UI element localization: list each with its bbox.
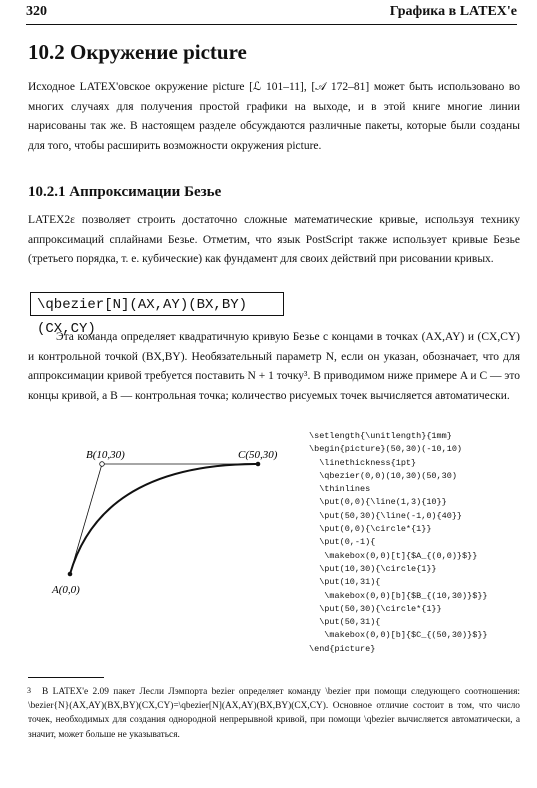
code-line: \put(0,0){\line(1,3){10}}	[309, 497, 447, 508]
label-b: B(10,30)	[86, 449, 125, 461]
bezier-curve	[70, 464, 258, 574]
code-line: \end{picture}	[309, 643, 376, 654]
point-c-marker	[256, 462, 261, 467]
footnote-text: В LATEX'е 2.09 пакет Лесли Лэмпорта bezier определяет команду \bezier при помощи следующего соотношения: \bezier{N}(AX,AY)(BX,BY)(CX,CY)=\qbezier[N](AX,AY)(BX,BY)(CX,CY). Основное отличие состоит в том, что число точек, необходимых для создания однородной непрерывной кривой, при помощи \qbezier вычисляется автоматически, а значит, может больше не указываться.	[28, 687, 520, 740]
point-a-marker	[68, 572, 73, 577]
running-title: Графика в LATEX'е	[389, 4, 517, 19]
code-line: \put(50,31){	[309, 617, 381, 628]
paragraph-command-description: Эта команда определяет квадратичную кривую Безье с концами в точках (AX,AY) и (CX,CY) и контрольной точкой (BX,BY). Необязательный параметр N, если он указан, обозначает, что для аппроксимации кривой требуется поставить N + 1 точку³. В приводимом ниже примере A и C — это концы кривой, а B — контрольная точка; количество рисуемых точек вычисляется автоматически.	[28, 331, 520, 402]
paragraph-intro: Исходное LATEX'овское окружение picture [ℒ 101–11], [𝒜 172–81] может быть использовано во многих случаях для получения простой графики на выходе, и в этой книге многие линии нарисованы так же. В настоящем разделе обсуждаются различные пакеты, которые были созданы для того, чтобы расширить возможности окружения picture.	[28, 81, 520, 152]
subsection-title: 10.2.1 Аппроксимации Безье	[28, 184, 222, 200]
code-listing	[309, 430, 488, 656]
bezier-figure	[30, 440, 280, 610]
code-line: \put(0,0){\circle*{1}}	[309, 524, 432, 535]
code-line: \put(10,31){	[309, 577, 381, 588]
code-line: \begin{picture}(50,30)(-10,10)	[309, 444, 463, 455]
code-line: \put(0,-1){	[309, 537, 376, 548]
page-number: 320	[26, 4, 47, 19]
footnote	[28, 685, 520, 742]
section-title: 10.2 Окружение picture	[28, 40, 247, 64]
code-line: \makebox(0,0)[t]{$A_{(0,0)}$}}	[309, 550, 478, 561]
code-line: \makebox(0,0)[b]{$C_{(50,30)}$}}	[309, 630, 488, 641]
label-c: C(50,30)	[238, 449, 278, 461]
code-line: \thinlines	[309, 484, 371, 495]
footnote-rule	[28, 677, 104, 678]
point-b-marker	[100, 462, 105, 467]
code-line: \linethickness{1pt}	[309, 457, 417, 468]
code-line: \put(10,30){\circle{1}}	[309, 563, 437, 574]
paragraph-bezier-intro: LATEX2ε позволяет строить достаточно сложные математические кривые, используя технику аппроксимаций сплайнами Безье. Отметим, что язык PostScript также использует кривые Безье (третьего порядка, т. е. кубические) как фундамент для своих действий при рисовании кривых.	[28, 214, 520, 265]
code-line: \put(50,30){\circle*{1}}	[309, 603, 442, 614]
footnote-mark: 3	[27, 686, 31, 695]
code-line: \setlength{\unitlength}{1mm}	[309, 431, 452, 441]
header-rule	[26, 24, 517, 25]
code-line: \makebox(0,0)[b]{$B_{(10,30)}$}}	[309, 590, 488, 601]
code-line: \qbezier(0,0)(10,30)(50,30)	[309, 470, 457, 481]
label-a: A(0,0)	[52, 584, 80, 596]
code-line: \put(50,30){\line(-1,0){40}}	[309, 510, 463, 521]
command-syntax-box: \qbezier[N](AX,AY)(BX,BY)(CX,CY)	[30, 292, 284, 316]
